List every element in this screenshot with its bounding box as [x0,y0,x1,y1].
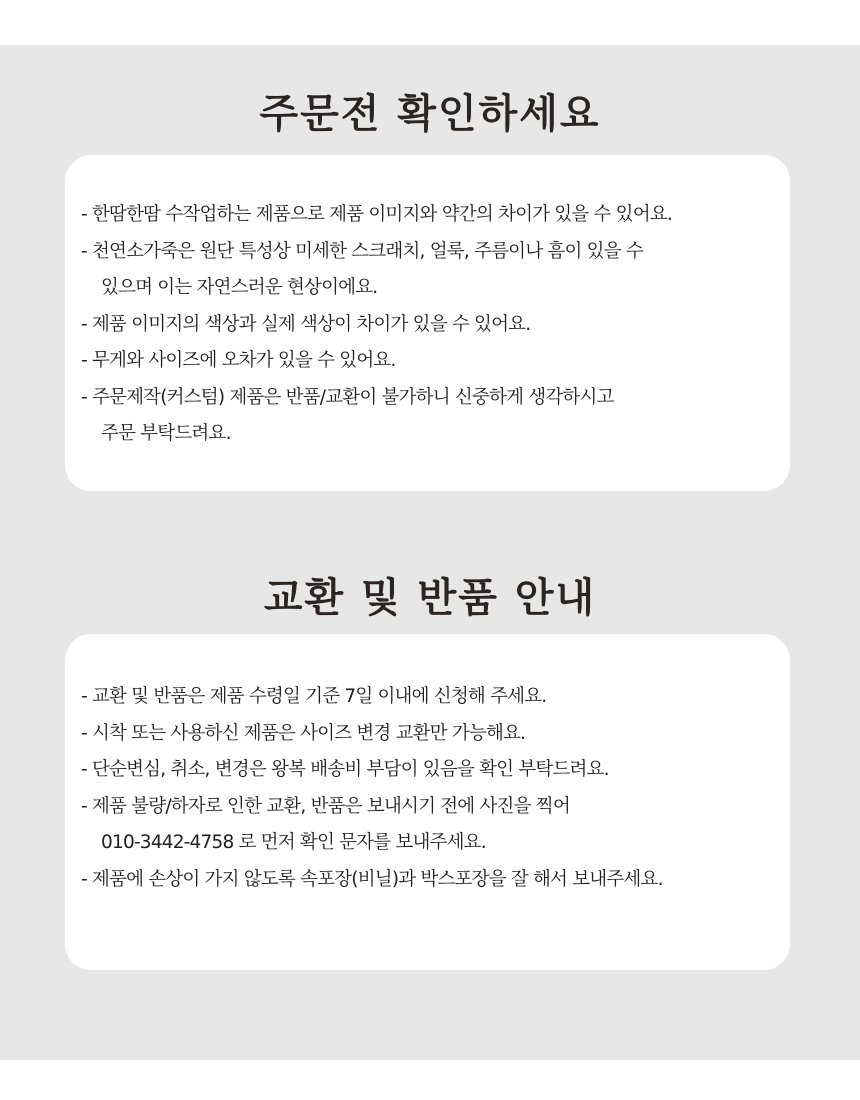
notice-line: - 한땀한땀 수작업하는 제품으로 제품 이미지와 약간의 차이가 있을 수 있어요. [81,204,672,225]
notice-line: - 시착 또는 사용하신 제품은 사이즈 변경 교환만 가능해요. [81,722,526,744]
notice-item [81,679,790,716]
notice-line: - 단순변심, 취소, 변경은 왕복 배송비 부담이 있음을 확인 부탁드려요. [81,759,609,780]
notice-line-continued: 있으며 이는 자연스러운 현상이에요. [101,277,378,298]
notice-line: - 제품 이미지의 색상과 실제 색상이 차이가 있을 수 있어요. [81,313,531,335]
notice-item [81,307,790,344]
notice-line: - 제품에 손상이 가지 않도록 속포장(비닐)과 박스포장을 잘 해서 보내주세요. [81,868,663,890]
pre-order-notice-card [65,155,790,491]
notice-line: - 교환 및 반품은 제품 수령일 기준 7일 이내에 신청해 주세요. [81,686,547,707]
notice-item [81,789,790,862]
exchange-return-card [65,634,790,970]
notice-line: - 무게와 사이즈에 오차가 있을 수 있어요. [81,350,396,371]
notice-item [81,752,790,789]
notice-item [81,862,790,899]
notice-item [81,197,790,234]
exchange-return-title: 교환 및 반품 안내 [263,575,597,621]
notice-item [81,716,790,753]
notice-line-continued: 주문 부탁드려요. [101,423,231,444]
notice-item [81,234,790,307]
notice-item [81,380,790,453]
pre-order-notice-list [81,197,790,453]
notice-line-continued: 010-3442-4758 로 먼저 확인 문자를 보내주세요. [101,832,486,853]
notice-line: - 제품 불량/하자로 인한 교환, 반품은 보내시기 전에 사진을 찍어 [81,795,570,817]
notice-line: - 천연소가죽은 원단 특성상 미세한 스크래치, 얼룩, 주름이나 흠이 있을 수 [81,240,643,262]
notice-line: - 주문제작(커스텀) 제품은 반품/교환이 불가하니 신중하게 생각하시고 [81,386,614,408]
exchange-return-list [81,679,790,898]
pre-order-notice-title: 주문전 확인하세요 [259,91,601,137]
notice-item [81,343,790,380]
